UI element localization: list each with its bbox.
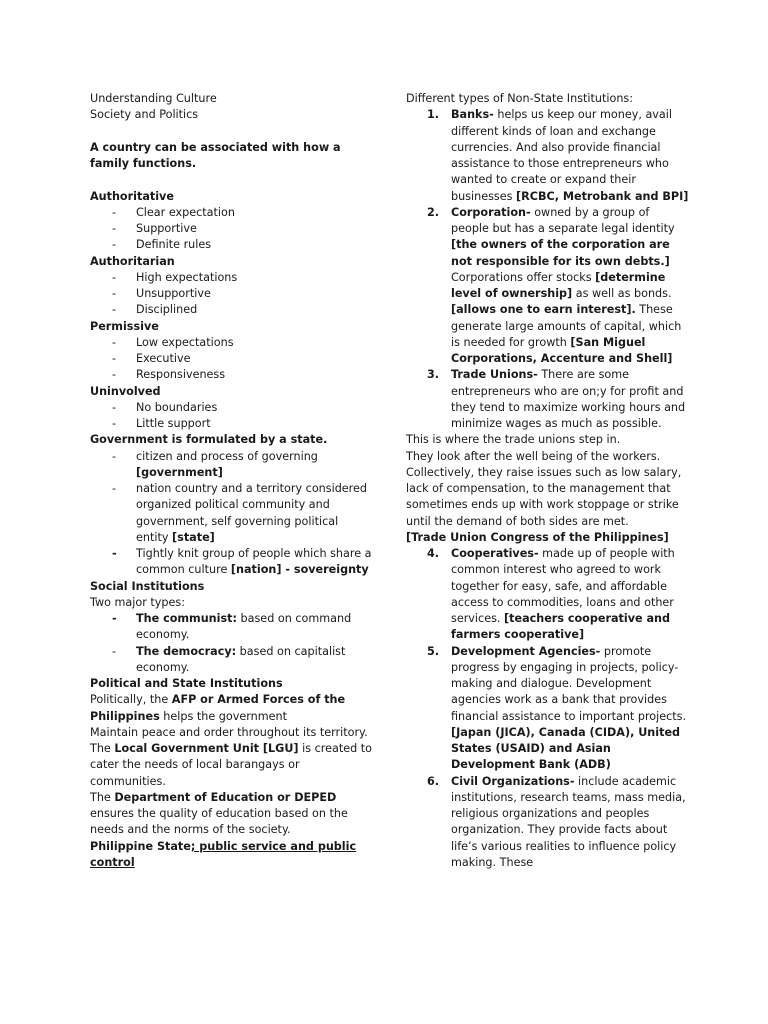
government-item [90, 481, 372, 546]
style-item [90, 367, 372, 383]
trade-union-paragraph: This is where the trade unions step in. [406, 433, 621, 447]
style-item-text: Executive [136, 352, 191, 365]
dash-marker: - [112, 238, 117, 252]
item-number: 5. [427, 644, 440, 658]
item-note: [the owners of the corporation are not responsible for its own debts.] [451, 238, 670, 268]
dash-marker: - [112, 547, 117, 560]
political-paragraph: Maintain peace and order throughout its territory. [90, 725, 368, 739]
dash-marker: - [112, 400, 117, 414]
non-state-item-corporation [406, 205, 690, 368]
style-item-text: Clear expectation [136, 205, 235, 219]
government-heading [90, 432, 372, 448]
item-term: Corporation- [451, 205, 531, 219]
item-number: 2. [427, 205, 440, 219]
political-text: is created to cater the needs of local barangays or communities. [90, 742, 372, 788]
non-state-item-civil-organizations [406, 774, 690, 872]
item-text: as well as bonds. [572, 287, 672, 300]
social-heading [90, 579, 372, 595]
social-item [90, 611, 372, 644]
government-item-term: [government] [136, 465, 223, 479]
government-item-text: citizen and process of governing [136, 449, 318, 463]
social-subheading: Two major types: [90, 595, 185, 609]
style-item-text: Responsiveness [136, 368, 226, 382]
style-item-text: Definite rules [136, 238, 212, 252]
social-heading-text: Social Institutions [90, 579, 205, 593]
trade-union-example [406, 530, 690, 546]
government-item-term: [nation] - sovereignty [230, 563, 369, 577]
style-item-text: Low expectations [136, 335, 234, 349]
political-text: Politically, the [90, 693, 172, 707]
dash-marker: - [112, 482, 117, 495]
social-item [90, 644, 372, 677]
government-item-text: Tightly knit group of people which share a common culture [136, 547, 372, 577]
non-state-item-trade-unions [406, 367, 690, 432]
style-heading [90, 384, 372, 400]
political-text: ensures the quality of education based on the needs and the norms of the society. [90, 807, 348, 837]
dash-marker: - [112, 222, 117, 235]
political-text: helps the government [159, 709, 287, 723]
style-item-text: Supportive [136, 222, 197, 235]
dash-marker: - [112, 303, 117, 317]
dash-marker: - [112, 270, 117, 284]
style-item-text: No boundaries [136, 400, 218, 414]
item-text: There are some entrepreneurs who are on;y for profit and they tend to maximize working hours and minimize wages as much as possible. [451, 368, 686, 430]
dash-marker: - [112, 287, 117, 300]
intro-text: A country can be associated with how a family functions. [90, 140, 341, 170]
doc-title-line1: Understanding Culture [90, 92, 217, 105]
item-examples: [Japan (JICA), Canada (CIDA), United States (USAID) and Asian Development Bank (ADB) [451, 725, 681, 772]
item-number: 3. [427, 368, 440, 382]
philippine-state-term: Philippine State [90, 839, 191, 853]
dash-marker: - [112, 644, 117, 658]
political-term: Local Government Unit [LGU] [114, 742, 299, 755]
social-item-text: based on capitalist economy. [136, 644, 346, 674]
philippine-state-line [90, 839, 372, 872]
style-item-text: Unsupportive [136, 287, 211, 300]
spacer [90, 172, 372, 188]
style-item [90, 286, 372, 302]
item-text: helps us keep our money, avail different kinds of loan and exchange currencies. And also provide financial assistance to those entrepreneurs who wanted to create or expand their businesses [451, 108, 672, 203]
dash-marker: - [112, 449, 117, 463]
item-text: owned by a group of people but has a separate legal identity [451, 205, 675, 235]
style-heading-text: Authoritarian [90, 254, 175, 268]
style-authoritative [90, 189, 372, 254]
item-text: promote progress by engaging in projects, policy-making and dialogue. Development agencies work as a bank that provides financial assistance to important projects. [451, 644, 687, 723]
item-term: Trade Unions- [451, 368, 538, 382]
style-heading [90, 254, 372, 270]
government-item [90, 449, 372, 482]
item-examples: [San Miguel Corporations, Accenture and Shell] [451, 335, 673, 365]
style-item [90, 270, 372, 286]
political-paragraph [90, 692, 372, 725]
dash-marker: - [112, 335, 117, 349]
non-state-heading: Different types of Non-State Institutions: [406, 92, 634, 105]
dash-marker: - [112, 352, 117, 365]
dash-marker: - [112, 612, 117, 625]
style-heading [90, 319, 372, 335]
trade-union-example-text: [Trade Union Congress of the Philippines] [406, 530, 669, 544]
item-text: Corporations offer stocks [451, 270, 596, 284]
style-heading-text: Uninvolved [90, 384, 161, 398]
left-column [90, 91, 372, 871]
style-item-text: High expectations [136, 270, 238, 284]
doc-title-line2: Society and Politics [90, 108, 199, 122]
item-examples: [RCBC, Metrobank and BPI] [516, 189, 689, 203]
item-text: include academic institutions, research teams, mass media, religious organizations and peoples organization. They provide facts about life’s various realities to influence policy making. These [451, 774, 686, 869]
political-text: The [90, 742, 115, 755]
item-text: These generate large amounts of capital, which is needed for growth [451, 303, 682, 349]
style-item [90, 237, 372, 253]
political-term: Department of Education or DEPED [114, 790, 337, 804]
parenting-styles-list [90, 189, 372, 433]
social-item-term: The democracy: [136, 644, 237, 658]
style-item [90, 335, 372, 351]
item-number: 6. [427, 774, 440, 788]
spacer [90, 124, 372, 140]
style-heading-text: Permissive [90, 319, 159, 333]
item-number: 1. [427, 108, 440, 122]
style-item [90, 221, 372, 237]
right-column [406, 91, 690, 871]
social-item-term: The communist: [136, 612, 237, 625]
political-heading [90, 676, 372, 692]
dash-marker: - [112, 205, 117, 219]
non-state-item-development-agencies [406, 644, 690, 774]
style-item-text: Little support [136, 417, 211, 430]
political-paragraph [90, 790, 372, 839]
item-term: Development Agencies- [451, 644, 601, 658]
item-number: 4. [427, 547, 440, 560]
style-item [90, 400, 372, 416]
intro-statement [90, 140, 372, 173]
government-item-term: [state] [172, 530, 215, 544]
item-examples: [teachers cooperative and farmers cooperative] [451, 612, 671, 642]
style-heading-text: Authoritative [90, 189, 174, 203]
item-term: Civil Organizations- [451, 774, 575, 788]
trade-union-paragraph: They look after the well being of the workers. Collectively, they raise issues such as low salary, lack of compensation, to the management that sometimes ends up with work stoppage or strike until the demand of both sides are met. [406, 449, 682, 528]
philippine-state-underlined: ; public service and public control [90, 839, 357, 869]
dash-marker: - [112, 368, 117, 382]
government-item [90, 546, 372, 579]
political-term: AFP or Armed Forces of the Philippines [90, 693, 346, 723]
non-state-item-banks [406, 107, 690, 205]
style-item [90, 205, 372, 221]
non-state-item-cooperatives [406, 546, 690, 644]
political-text: The [90, 790, 115, 804]
style-item [90, 351, 372, 367]
style-authoritarian [90, 254, 372, 319]
item-text: made up of people with common interest who agreed to work together for easy, safe, and affordable access to commodities, loans and other services. [451, 547, 675, 625]
item-note: [determine level of ownership] [451, 270, 666, 300]
item-term: Cooperatives- [451, 547, 539, 560]
item-note: [allows one to earn interest]. [451, 303, 636, 317]
style-item [90, 416, 372, 432]
political-paragraph [90, 741, 372, 790]
style-uninvolved [90, 384, 372, 433]
item-term: Banks- [451, 108, 494, 122]
style-heading [90, 189, 372, 205]
political-heading-text: Political and State Institutions [90, 677, 283, 690]
government-item-text: nation country and a territory considered organized political community and government, self governing political entity [136, 482, 368, 544]
style-item [90, 302, 372, 318]
government-heading-text: Government is formulated by a state. [90, 433, 328, 447]
social-item-text: based on command economy. [136, 612, 352, 642]
dash-marker: - [112, 417, 117, 430]
style-item-text: Disciplined [136, 303, 198, 317]
style-permissive [90, 319, 372, 384]
